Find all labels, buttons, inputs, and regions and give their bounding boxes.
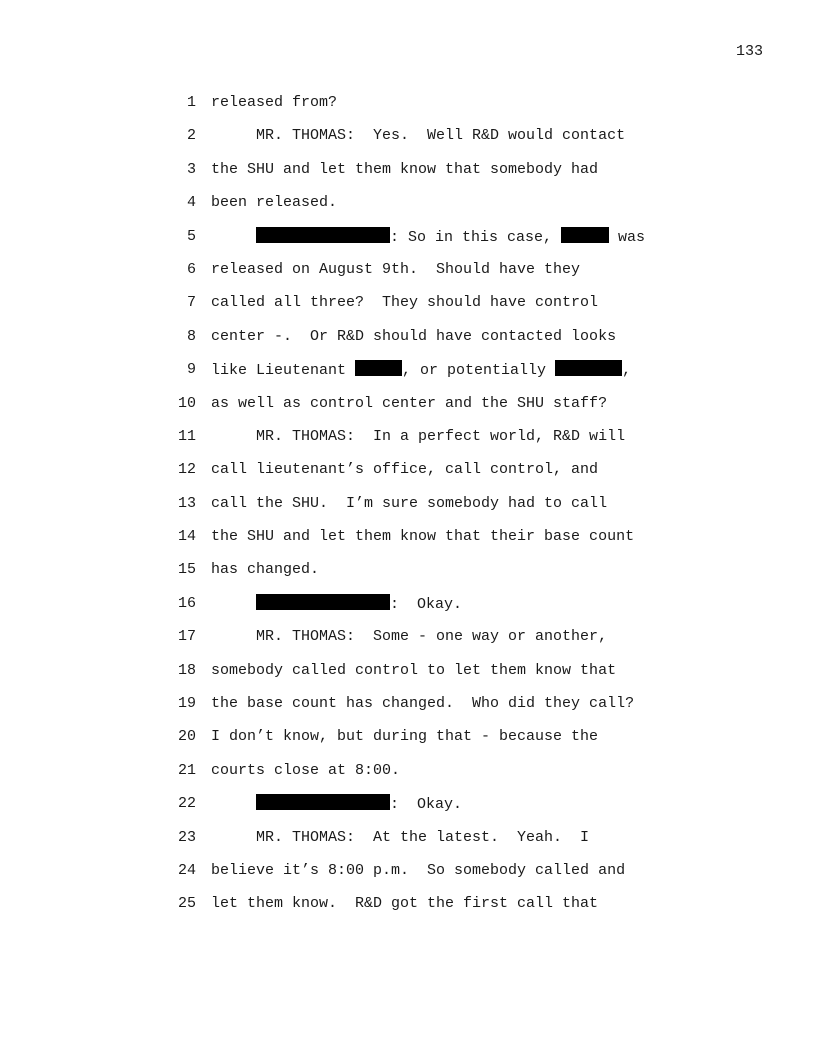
transcript-line [0, 460, 816, 493]
text-segment [211, 796, 256, 813]
line-text [211, 594, 462, 615]
transcript-line [0, 494, 816, 527]
transcript-line [0, 861, 816, 894]
line-text [211, 227, 645, 248]
line-number: 15 [177, 561, 196, 579]
text-segment: the SHU and let them know that somebody had [211, 160, 599, 178]
redaction-block [355, 360, 402, 376]
line-number: 22 [177, 795, 196, 813]
transcript-line [0, 627, 816, 660]
text-segment: MR. THOMAS: At the latest. Yeah. I [211, 828, 590, 846]
line-text [211, 727, 598, 747]
text-segment: courts close at 8:00. [211, 761, 401, 779]
line-number: 19 [177, 695, 196, 713]
line-number: 1 [186, 94, 196, 111]
line-text [211, 394, 607, 414]
text-segment: has changed. [211, 561, 320, 579]
line-number: 4 [186, 194, 196, 212]
text-segment: released on August 9th. Should have they [211, 260, 581, 278]
line-number: 14 [177, 528, 196, 546]
transcript-line [0, 594, 816, 627]
transcript-line [0, 394, 816, 427]
text-segment: somebody called control to let them know that [211, 661, 617, 679]
line-number: 20 [177, 728, 196, 746]
line-text [211, 794, 462, 815]
line-text [211, 327, 616, 347]
transcript-line [0, 227, 816, 260]
line-number: 7 [186, 294, 196, 312]
line-text [211, 527, 634, 547]
line-number: 10 [177, 394, 196, 412]
text-segment: MR. THOMAS: Yes. Well R&D would contact [211, 127, 626, 145]
page-number: 133 [735, 43, 763, 60]
text-segment: center -. Or R&D should have contacted looks [211, 327, 617, 345]
transcript-line [0, 527, 816, 560]
line-text [211, 93, 337, 113]
text-segment [211, 596, 256, 613]
line-number: 13 [177, 494, 196, 512]
line-text [211, 126, 625, 146]
line-number: 24 [177, 861, 196, 879]
line-text [211, 894, 598, 914]
line-number: 5 [186, 227, 196, 245]
text-segment: released from? [211, 94, 338, 111]
text-segment: let them know. R&D got the first call that [211, 895, 599, 913]
text-segment: was [609, 228, 646, 246]
text-segment: : Okay. [390, 595, 463, 613]
transcript-line [0, 661, 816, 694]
text-segment: : Okay. [390, 796, 463, 814]
transcript-line [0, 260, 816, 293]
text-segment: the base count has changed. Who did they call? [211, 695, 635, 713]
redaction-block [555, 360, 622, 376]
transcript-line [0, 293, 816, 326]
transcript-line [0, 894, 816, 927]
transcript-line [0, 794, 816, 827]
transcript-line [0, 327, 816, 360]
line-text [211, 460, 598, 480]
text-segment: as well as control center and the SHU staff? [211, 394, 608, 412]
redaction-block [256, 594, 390, 610]
line-number: 25 [177, 895, 196, 913]
transcript-line [0, 126, 816, 159]
line-text [211, 193, 337, 213]
transcript-line [0, 761, 816, 794]
line-number: 21 [177, 761, 196, 779]
line-number: 6 [186, 260, 196, 278]
line-text [211, 560, 319, 580]
text-segment: , [622, 362, 632, 380]
text-segment: MR. THOMAS: Some - one way or another, [211, 628, 608, 646]
redaction-block [561, 227, 609, 243]
transcript-line [0, 828, 816, 861]
line-number: 3 [186, 160, 196, 178]
transcript-line [0, 193, 816, 226]
line-number: 11 [177, 427, 196, 445]
redaction-block [256, 794, 390, 810]
text-segment: call the SHU. I’m sure somebody had to call [211, 494, 608, 512]
line-text [211, 160, 598, 180]
transcript-body [0, 93, 816, 928]
line-number: 8 [186, 327, 196, 345]
line-number: 16 [177, 594, 196, 612]
line-text [211, 694, 634, 714]
line-text [211, 427, 625, 447]
text-segment: like Lieutenant [211, 362, 356, 380]
text-segment: believe it’s 8:00 p.m. So somebody called and [211, 861, 626, 879]
line-text [211, 360, 631, 381]
line-text [211, 861, 625, 881]
transcript-line [0, 560, 816, 593]
text-segment: been released. [211, 194, 338, 212]
line-number: 12 [177, 461, 196, 479]
transcript-line [0, 160, 816, 193]
line-number: 23 [177, 828, 196, 846]
line-text [211, 661, 616, 681]
text-segment [211, 229, 256, 246]
text-segment: MR. THOMAS: In a perfect world, R&D will [211, 427, 626, 445]
line-number: 18 [177, 661, 196, 679]
line-text [211, 260, 580, 280]
text-segment: : So in this case, [390, 228, 562, 246]
transcript-line [0, 93, 816, 126]
line-number: 9 [186, 361, 196, 379]
line-text [211, 761, 400, 781]
line-text [211, 828, 589, 848]
redaction-block [256, 227, 390, 243]
text-segment: , or potentially [402, 362, 556, 380]
line-text [211, 293, 598, 313]
line-number: 2 [186, 127, 196, 145]
text-segment: I don’t know, but during that - because the [211, 728, 599, 746]
transcript-line [0, 360, 816, 393]
text-segment: called all three? They should have control [211, 294, 599, 312]
transcript-line [0, 694, 816, 727]
line-text [211, 494, 607, 514]
text-segment: call lieutenant’s office, call control, and [211, 461, 599, 479]
line-number: 17 [177, 628, 196, 646]
transcript-line [0, 427, 816, 460]
transcript-line [0, 727, 816, 760]
text-segment: the SHU and let them know that their base count [211, 528, 635, 546]
line-text [211, 627, 607, 647]
